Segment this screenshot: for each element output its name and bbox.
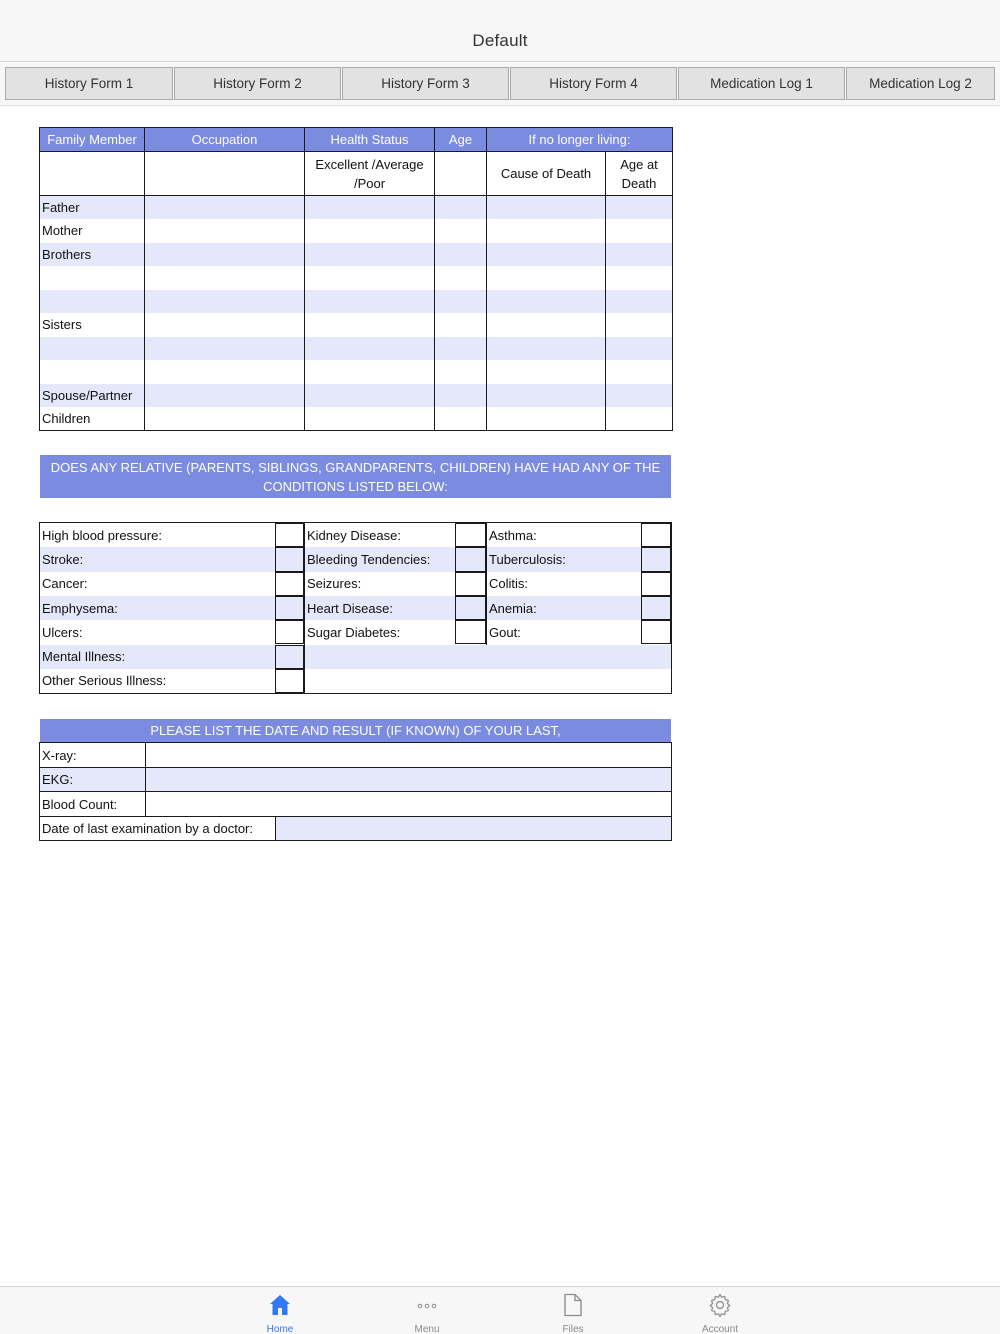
tab-medication-log-2[interactable]: Medication Log 2	[846, 67, 995, 100]
bottom-tab-label: Menu	[414, 1324, 440, 1334]
tab-history-form-4[interactable]: History Form 4	[510, 67, 677, 100]
condition-label: Gout:	[487, 620, 641, 644]
condition-checkbox[interactable]	[275, 547, 304, 571]
condition-checkbox[interactable]	[275, 669, 304, 693]
form-tab-bar	[0, 62, 1000, 106]
family-entry-cell[interactable]	[305, 360, 435, 384]
family-entry-cell[interactable]	[606, 243, 673, 267]
family-entry-cell[interactable]	[435, 196, 487, 220]
family-row	[40, 219, 673, 243]
family-entry-cell[interactable]	[435, 243, 487, 267]
xray-field[interactable]	[146, 743, 671, 767]
header-occupation: Occupation	[145, 128, 305, 152]
last-exam-field[interactable]	[276, 817, 671, 840]
conditions-filler-row	[305, 669, 671, 693]
family-member-label: Spouse/Partner	[40, 384, 145, 408]
family-row	[40, 313, 673, 337]
family-member-label	[40, 337, 145, 361]
bottom-tab-account[interactable]	[680, 1291, 760, 1333]
family-entry-cell[interactable]	[305, 407, 435, 431]
family-entry-cell[interactable]	[145, 313, 305, 337]
family-entry-cell[interactable]	[145, 196, 305, 220]
subheader-empty	[145, 152, 305, 196]
family-entry-cell[interactable]	[305, 219, 435, 243]
condition-checkbox[interactable]	[641, 620, 671, 644]
condition-checkbox[interactable]	[455, 620, 486, 644]
condition-checkbox[interactable]	[455, 523, 486, 547]
family-entry-cell[interactable]	[305, 384, 435, 408]
family-entry-cell[interactable]	[145, 290, 305, 314]
family-entry-cell[interactable]	[305, 337, 435, 361]
condition-label: Ulcers:	[40, 620, 275, 644]
family-entry-cell[interactable]	[487, 290, 606, 314]
condition-checkbox[interactable]	[641, 547, 671, 571]
family-row	[40, 337, 673, 361]
subheader-health-scale: Excellent /Average /Poor	[305, 152, 435, 196]
condition-checkbox[interactable]	[641, 572, 671, 596]
tests-banner-text: PLEASE LIST THE DATE AND RESULT (IF KNOWN) OF YOUR LAST,	[150, 723, 561, 738]
family-row	[40, 290, 673, 314]
family-entry-cell[interactable]	[606, 219, 673, 243]
ekg-field[interactable]	[146, 768, 671, 791]
family-entry-cell[interactable]	[606, 290, 673, 314]
family-entry-cell[interactable]	[305, 243, 435, 267]
family-entry-cell[interactable]	[435, 313, 487, 337]
bottom-tab-label: Files	[562, 1324, 584, 1334]
tab-medication-log-1[interactable]: Medication Log 1	[678, 67, 845, 100]
conditions-checklist	[39, 522, 672, 694]
family-entry-cell[interactable]	[145, 360, 305, 384]
condition-label: Stroke:	[40, 547, 275, 571]
condition-checkbox[interactable]	[455, 547, 486, 571]
condition-checkbox[interactable]	[641, 596, 671, 620]
family-entry-cell[interactable]	[435, 384, 487, 408]
header-if-no-longer-living: If no longer living:	[487, 128, 673, 152]
header-age: Age	[435, 128, 487, 152]
bottom-tab-label: Home	[266, 1324, 294, 1334]
family-entry-cell[interactable]	[145, 219, 305, 243]
family-member-label: Sisters	[40, 313, 145, 337]
condition-checkbox[interactable]	[275, 523, 304, 547]
conditions-divider	[304, 523, 305, 693]
xray-label: X-ray:	[40, 743, 145, 767]
subheader-cause-of-death: Cause of Death	[487, 152, 606, 196]
condition-label: Colitis:	[487, 572, 641, 596]
conditions-banner	[40, 455, 671, 498]
condition-label: High blood pressure:	[40, 523, 275, 547]
bottom-tab-home[interactable]	[240, 1291, 320, 1333]
family-member-label: Father	[40, 196, 145, 220]
family-member-label: Brothers	[40, 243, 145, 267]
family-row	[40, 196, 673, 220]
conditions-filler-row	[305, 645, 671, 669]
header-health-status: Health Status	[305, 128, 435, 152]
condition-checkbox[interactable]	[275, 596, 304, 620]
family-row	[40, 243, 673, 267]
condition-label: Heart Disease:	[305, 596, 456, 620]
family-entry-cell[interactable]	[606, 360, 673, 384]
blood-count-label: Blood Count:	[40, 792, 145, 816]
family-entry-cell[interactable]	[487, 360, 606, 384]
family-entry-cell[interactable]	[606, 407, 673, 431]
family-member-label: Children	[40, 407, 145, 431]
page-title: Default	[472, 31, 528, 50]
condition-label: Other Serious Illness:	[40, 669, 275, 693]
condition-checkbox[interactable]	[641, 523, 671, 547]
conditions-banner-text: DOES ANY RELATIVE (PARENTS, SIBLINGS, GRANDPARENTS, CHILDREN) HAVE HAD ANY OF THE CONDITIONS LISTED BELOW:	[50, 459, 661, 494]
condition-label: Sugar Diabetes:	[305, 620, 456, 644]
condition-label: Anemia:	[487, 596, 641, 620]
navigation-bar	[0, 0, 1000, 62]
family-entry-cell[interactable]	[487, 219, 606, 243]
condition-label: Seizures:	[305, 572, 456, 596]
condition-label: Emphysema:	[40, 596, 275, 620]
conditions-divider	[486, 523, 487, 645]
bottom-tab-label: Account	[701, 1324, 739, 1334]
family-entry-cell[interactable]	[145, 384, 305, 408]
family-member-label: Mother	[40, 219, 145, 243]
tab-history-form-3[interactable]: History Form 3	[342, 67, 509, 100]
family-entry-cell[interactable]	[606, 337, 673, 361]
condition-label: Kidney Disease:	[305, 523, 456, 547]
condition-label: Mental Illness:	[40, 645, 275, 669]
bottom-tab-menu[interactable]	[387, 1291, 467, 1333]
family-member-label	[40, 266, 145, 290]
family-entry-cell[interactable]	[435, 219, 487, 243]
gear-icon	[708, 1293, 732, 1317]
subheader-empty	[435, 152, 487, 196]
tests-table	[39, 742, 672, 841]
family-entry-cell[interactable]	[435, 290, 487, 314]
family-entry-cell[interactable]	[606, 196, 673, 220]
condition-checkbox[interactable]	[275, 645, 304, 669]
family-entry-cell[interactable]	[435, 266, 487, 290]
subheader-age-at-death: Age at Death	[606, 152, 673, 196]
home-icon	[268, 1293, 292, 1317]
family-entry-cell[interactable]	[487, 196, 606, 220]
family-entry-cell[interactable]	[305, 290, 435, 314]
family-entry-cell[interactable]	[606, 313, 673, 337]
family-entry-cell[interactable]	[487, 337, 606, 361]
family-entry-cell[interactable]	[145, 266, 305, 290]
family-row	[40, 384, 673, 408]
condition-checkbox[interactable]	[455, 572, 486, 596]
bottom-tab-bar	[0, 1286, 1000, 1334]
family-entry-cell[interactable]	[305, 196, 435, 220]
family-entry-cell[interactable]	[145, 407, 305, 431]
header-family-member: Family Member	[40, 128, 145, 152]
family-entry-cell[interactable]	[606, 266, 673, 290]
condition-label: Tuberculosis:	[487, 547, 641, 571]
family-entry-cell[interactable]	[435, 360, 487, 384]
condition-checkbox[interactable]	[275, 620, 304, 644]
family-member-label	[40, 290, 145, 314]
bottom-tab-files[interactable]	[533, 1291, 613, 1333]
tab-history-form-2[interactable]: History Form 2	[174, 67, 341, 100]
blood-count-field[interactable]	[146, 792, 671, 816]
more-icon	[415, 1293, 439, 1317]
family-entry-cell[interactable]	[435, 407, 487, 431]
family-entry-cell[interactable]	[606, 384, 673, 408]
subheader-empty	[40, 152, 145, 196]
condition-checkbox[interactable]	[455, 596, 486, 620]
family-entry-cell[interactable]	[487, 266, 606, 290]
condition-checkbox[interactable]	[275, 572, 304, 596]
family-row	[40, 266, 673, 290]
condition-label: Cancer:	[40, 572, 275, 596]
family-history-table	[39, 127, 673, 431]
family-entry-cell[interactable]	[487, 243, 606, 267]
family-row	[40, 407, 673, 431]
family-entry-cell[interactable]	[487, 384, 606, 408]
family-member-label	[40, 360, 145, 384]
tests-banner	[40, 719, 671, 742]
family-entry-cell[interactable]	[487, 407, 606, 431]
family-entry-cell[interactable]	[145, 243, 305, 267]
condition-label: Bleeding Tendencies:	[305, 547, 456, 571]
file-icon	[561, 1293, 585, 1317]
ekg-label: EKG:	[40, 768, 145, 791]
family-entry-cell[interactable]	[435, 337, 487, 361]
condition-label: Asthma:	[487, 523, 641, 547]
family-entry-cell[interactable]	[305, 266, 435, 290]
tab-history-form-1[interactable]: History Form 1	[5, 67, 173, 100]
family-entry-cell[interactable]	[305, 313, 435, 337]
family-row	[40, 360, 673, 384]
last-exam-label: Date of last examination by a doctor:	[40, 817, 275, 840]
family-entry-cell[interactable]	[145, 337, 305, 361]
family-entry-cell[interactable]	[487, 313, 606, 337]
